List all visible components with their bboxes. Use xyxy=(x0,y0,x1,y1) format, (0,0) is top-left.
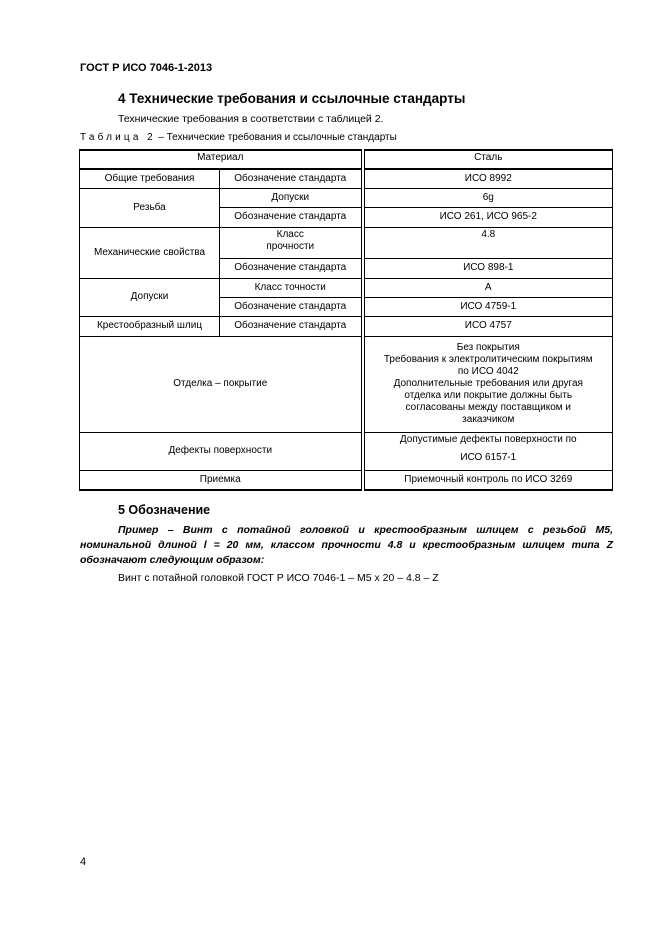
finish-line: по ИСО 4042 xyxy=(457,366,519,377)
finish-line: Требования к электролитическим покрытиям xyxy=(383,354,593,365)
row-group-thread: Резьба xyxy=(80,188,220,227)
designation-example: Пример – Винт с потайной головкой и крестообразным шлицем с резьбой М5, номинальной длиной l = 20 мм, классом прочности 4.8 и крестообразным шлицем типа Z обозначают следующим образом: xyxy=(80,524,613,566)
row-group-finish: Отделка – покрытие xyxy=(80,336,363,432)
finish-line: Без покрытия xyxy=(456,342,520,353)
section-4-title: 4 Технические требования и ссылочные стандарты xyxy=(118,91,466,106)
row-param-line: Класс xyxy=(276,228,304,240)
section-5-title: 5 Обозначение xyxy=(118,503,211,517)
row-value: 6g xyxy=(363,188,613,207)
row-value: ИСО 261, ИСО 965-2 xyxy=(363,207,613,227)
table-row xyxy=(80,227,613,258)
row-group-surface-defects: Дефекты поверхности xyxy=(80,432,363,470)
row-param: Обозначение стандарта xyxy=(220,169,363,188)
page-number: 4 xyxy=(80,856,87,868)
header-steel: Сталь xyxy=(363,150,613,169)
table-row xyxy=(80,470,613,490)
row-param: Класс точности xyxy=(220,278,363,297)
table-caption-number: 2 xyxy=(147,132,153,143)
table-row xyxy=(80,278,613,297)
row-group-acceptance: Приемка xyxy=(80,470,363,490)
row-value: A xyxy=(363,278,613,297)
document-header: ГОСТ Р ИСО 7046-1-2013 xyxy=(80,62,213,74)
row-value: ИСО 898-1 xyxy=(363,258,613,278)
table-header-row xyxy=(80,150,613,169)
table-caption xyxy=(80,132,397,143)
row-param: Обозначение стандарта xyxy=(220,207,363,227)
row-group-tolerances: Допуски xyxy=(80,278,220,316)
row-value: ИСО 8992 xyxy=(363,169,613,188)
table-row xyxy=(80,188,613,207)
requirements-table xyxy=(79,149,613,491)
row-value: ИСО 4757 xyxy=(363,316,613,336)
row-value: ИСО 4759-1 xyxy=(363,297,613,316)
row-value-finish xyxy=(363,336,613,432)
table-row xyxy=(80,336,613,432)
finish-line: заказчиком xyxy=(462,414,515,425)
row-group-mechanical: Механические свойства xyxy=(80,227,220,278)
designation-string: Винт с потайной головкой ГОСТ Р ИСО 7046-1 – М5 х 20 – 4.8 – Z xyxy=(118,572,439,584)
table-caption-word: Таблица xyxy=(80,132,142,143)
table-caption-text: – Технические требования и ссылочные стандарты xyxy=(158,132,397,143)
section-4-intro: Технические требования в соответствии с таблицей 2. xyxy=(118,113,384,125)
header-material: Материал xyxy=(80,150,363,169)
row-group-general: Общие требования xyxy=(80,169,220,188)
row-value: Приемочный контроль по ИСО 3269 xyxy=(363,470,613,490)
finish-line: отделка или покрытие должны быть xyxy=(404,390,573,401)
row-value: 4.8 xyxy=(363,227,613,258)
table-row xyxy=(80,169,613,188)
row-param: Обозначение стандарта xyxy=(220,316,363,336)
finish-line: согласованы между поставщиком и xyxy=(405,402,571,413)
row-group-cross-recess: Крестообразный шлиц xyxy=(80,316,220,336)
row-param-line: прочности xyxy=(266,240,315,252)
table-row xyxy=(80,316,613,336)
defects-line: Допустимые дефекты поверхности по xyxy=(399,433,577,445)
row-param-strength-class xyxy=(220,227,363,258)
finish-line: Дополнительные требования или другая xyxy=(393,378,583,389)
table-row xyxy=(80,432,613,470)
row-param: Обозначение стандарта xyxy=(220,258,363,278)
row-param: Допуски xyxy=(220,188,363,207)
defects-line: ИСО 6157-1 xyxy=(460,451,517,463)
row-param: Обозначение стандарта xyxy=(220,297,363,316)
row-value-surface-defects xyxy=(363,432,613,470)
